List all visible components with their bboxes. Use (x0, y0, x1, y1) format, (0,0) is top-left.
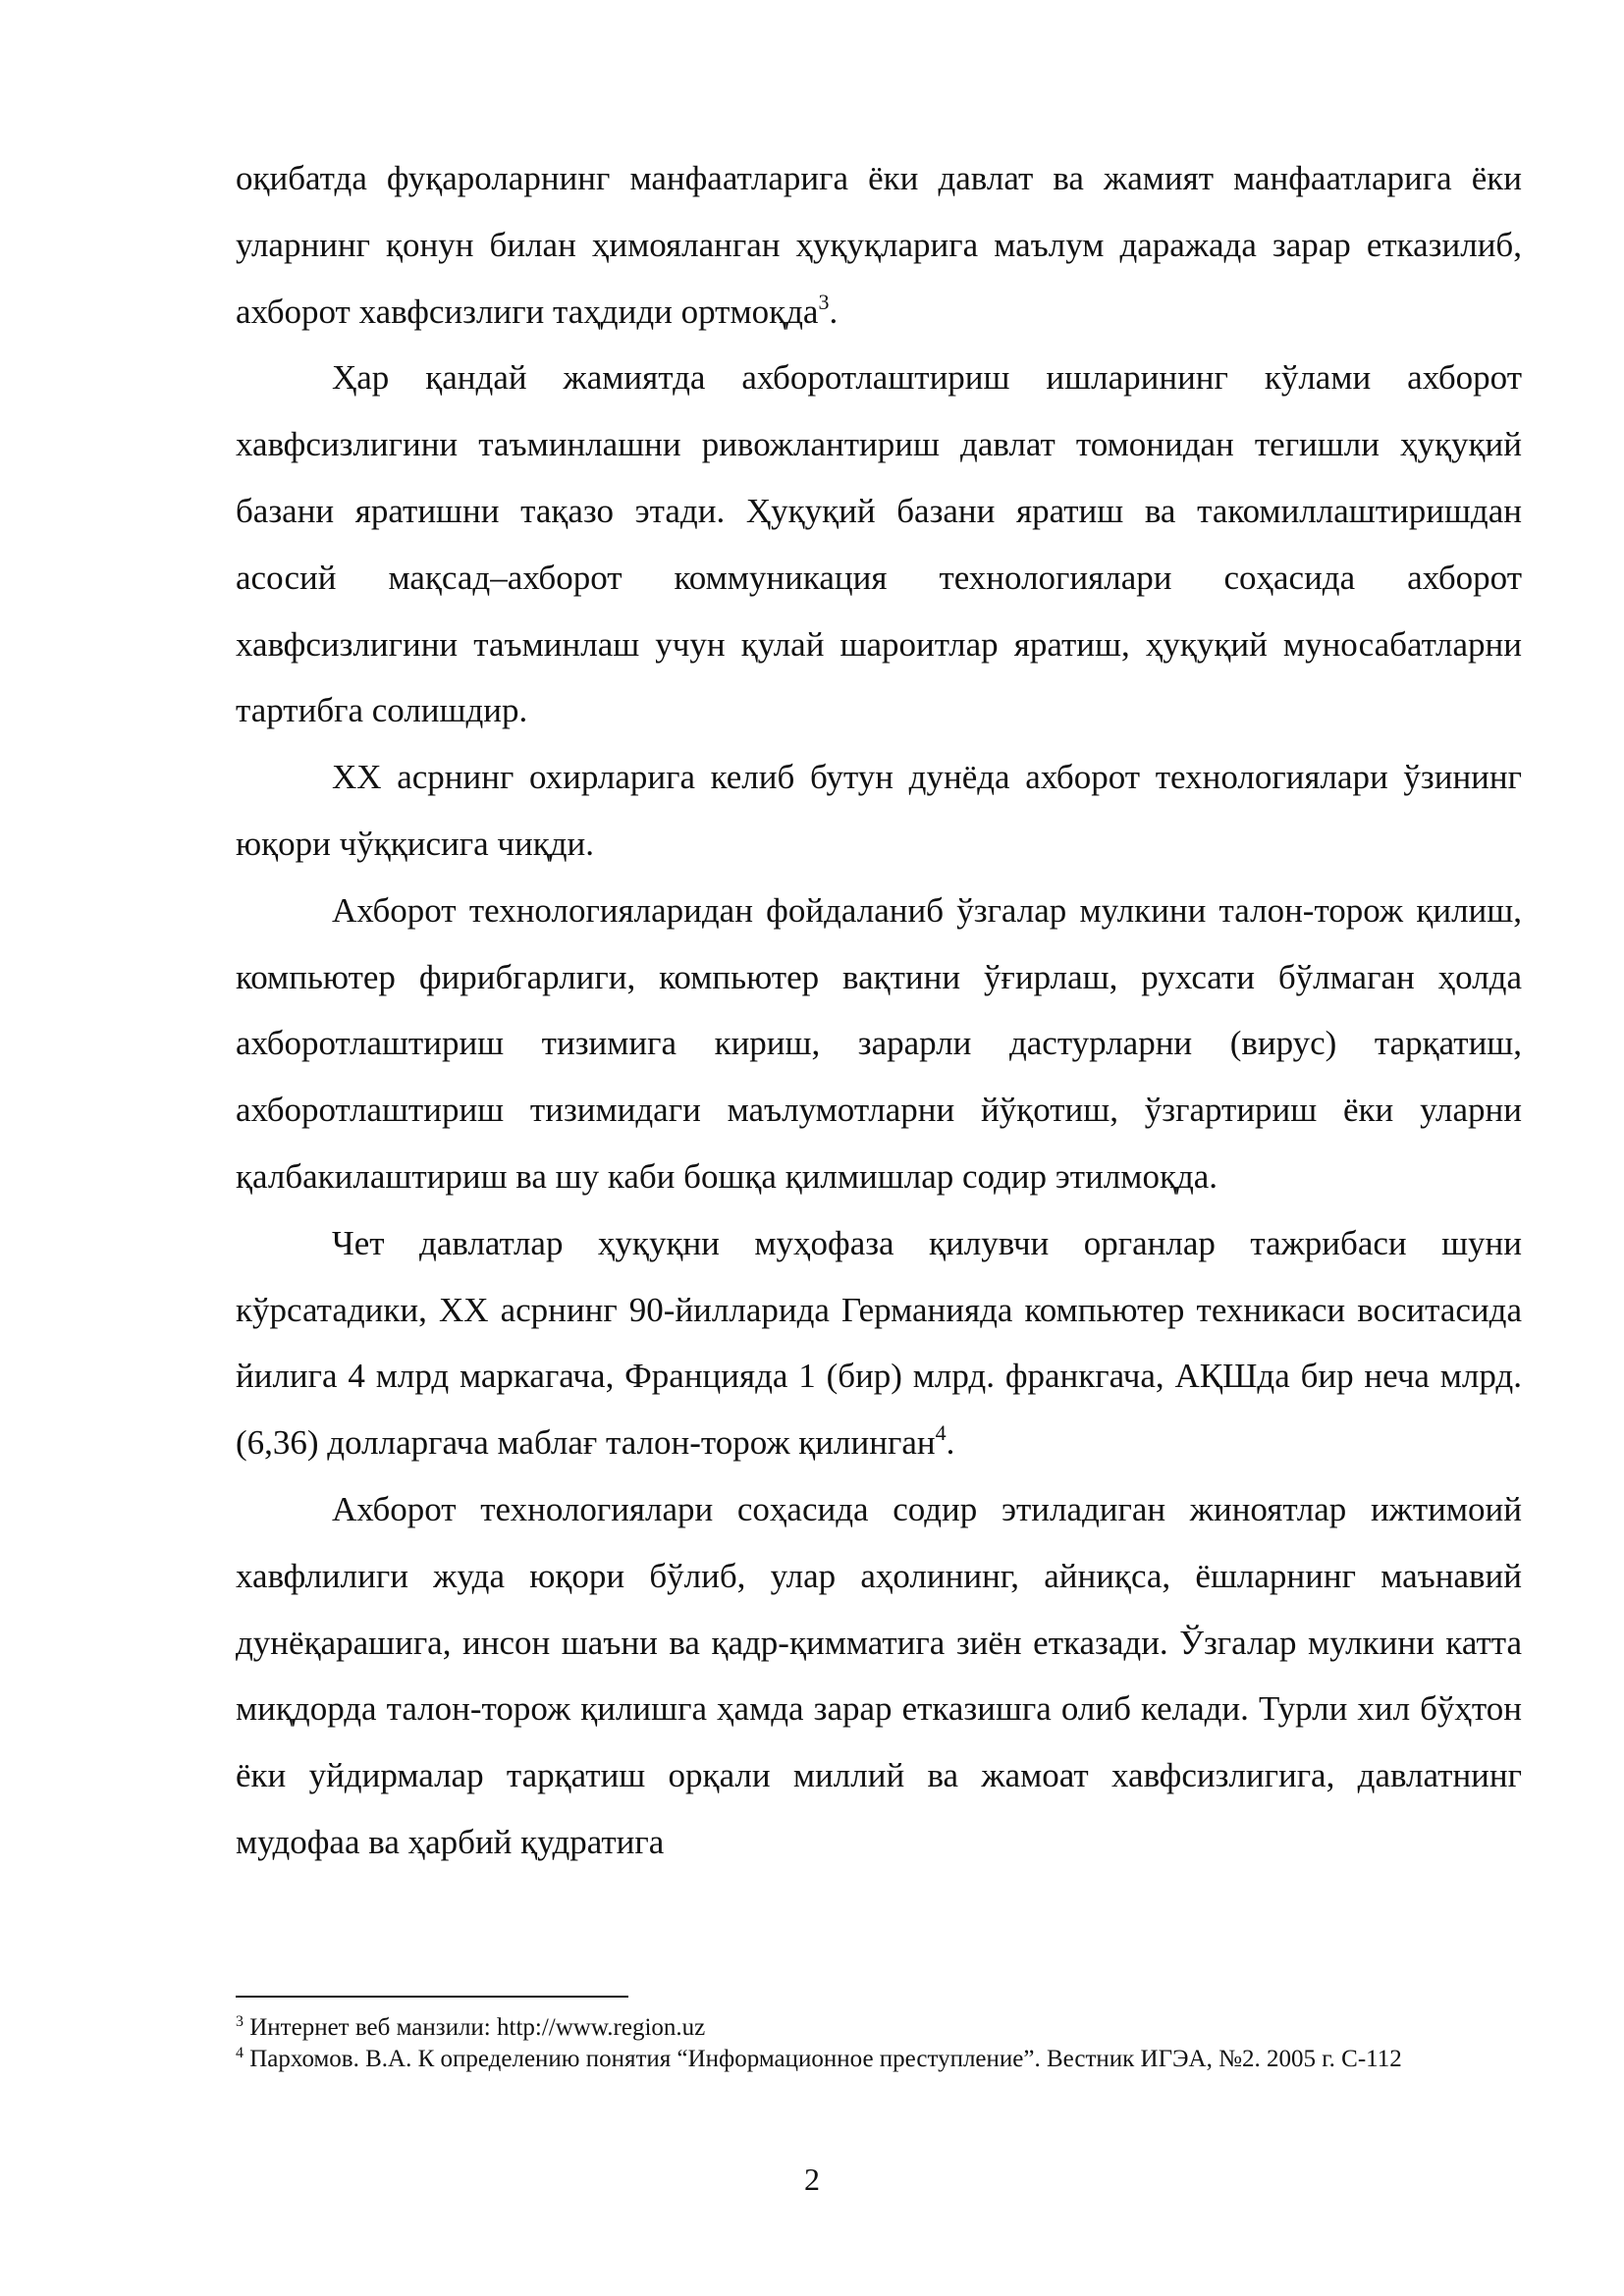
paragraph-continuation (236, 145, 1522, 345)
paragraph-legal-base (236, 345, 1522, 744)
paragraph-foreign-experience (236, 1210, 1522, 1476)
footnote-3 (236, 2012, 1522, 2044)
paragraph-social-danger (236, 1476, 1522, 1876)
footnote-reference-4: 4 (935, 1420, 947, 1446)
footnote-separator (236, 1996, 628, 1998)
footnote-4 (236, 2044, 1522, 2075)
page-number: 2 (804, 2162, 820, 2197)
footnote-number: 3 (236, 2013, 244, 2030)
footnote-text: Интернет веб манзили: http://www.region.uz (244, 2014, 706, 2041)
paragraph-text: оқибатда фуқароларнинг манфаатларига ёки давлат ва жамият манфаатларига ёки уларнинг қонун билан ҳимояланган ҳуқуқларига маълум даражада зарар етказилиб, ахборот хавфсизлиги таҳдиди ортмоқда (236, 159, 1522, 331)
paragraph-text: Ҳар қандай жамиятда ахборотлаштириш ишларининг кўлами ахборот хавфсизлигини таъминлашни ривожлантириш давлат томонидан тегишли ҳуқуқий базани яратишни тақазо этади. Ҳуқуқий базани яратиш ва такомиллаштиришдан асосий мақсад–ахборот коммуникация технологиялари соҳасида ахборот хавфсизлигини таъминлаш учун қулай шароитлар яратиш, ҳуқуқий муносабатларни тартибга солишдир. (236, 358, 1522, 730)
footnote-reference-3: 3 (818, 289, 830, 314)
footnote-text: Пархомов. В.А. К определению понятия “Информационное преступление”. Вестник ИГЭА, №2. 2005 г. С-112 (244, 2046, 1402, 2072)
footnotes (236, 2012, 1522, 2075)
paragraph-text: Ахборот технологиялари соҳасида содир этиладиган жиноятлар ижтимоий хавфлилиги жуда юқори бўлиб, улар аҳолининг, айниқса, ёшларнинг маънавий дунёқарашига, инсон шаъни ва қадр-қимматига зиён етказади. Ўзгалар мулкини катта миқдорда талон-торож қилишга ҳамда зарар етказишга олиб келади. Турли хил бўҳтон ёки уйдирмалар тарқатиш орқали миллий ва жамоат хавфсизлигига, давлатнинг мудофаа ва ҳарбий қудратига (236, 1489, 1522, 1861)
paragraph-tail: . (829, 292, 839, 331)
paragraph-xx-century (236, 744, 1522, 878)
paragraph-tail: . (946, 1423, 955, 1463)
footnote-number: 4 (236, 2045, 244, 2061)
paragraph-text: XX асрнинг охирларига келиб бутун дунёда ахборот технологиялари ўзининг юқори чўққисига чиқди. (236, 758, 1522, 863)
paragraph-text: Чет давлатлар ҳуқуқни муҳофаза қилувчи органлар тажрибаси шуни кўрсатадики, XX асрнинг 90-йилларида Германияда компьютер техникаси воситасида йилига 4 млрд маркагача, Францияда 1 (бир) млрд. франкгача, АҚШда бир неча млрд. (6,36) долларгача маблағ талон-торож қилинган (236, 1223, 1522, 1463)
body-text (236, 145, 1522, 1876)
paragraph-text: Ахборот технологияларидан фойдаланиб ўзгалар мулкини талон-торож қилиш, компьютер фирибгарлиги, компьютер вақтини ўғирлаш, рухсати бўлмаган ҳолда ахборотлаштириш тизимига кириш, зарарли дастурларни (вирус) тарқатиш, ахборотлаштириш тизимидаги маълумотларни йўқотиш, ўзгартириш ёки уларни қалбакилаштириш ва шу каби бошқа қилмишлар содир этилмоқда. (236, 890, 1522, 1196)
paragraph-crimes-list (236, 878, 1522, 1210)
